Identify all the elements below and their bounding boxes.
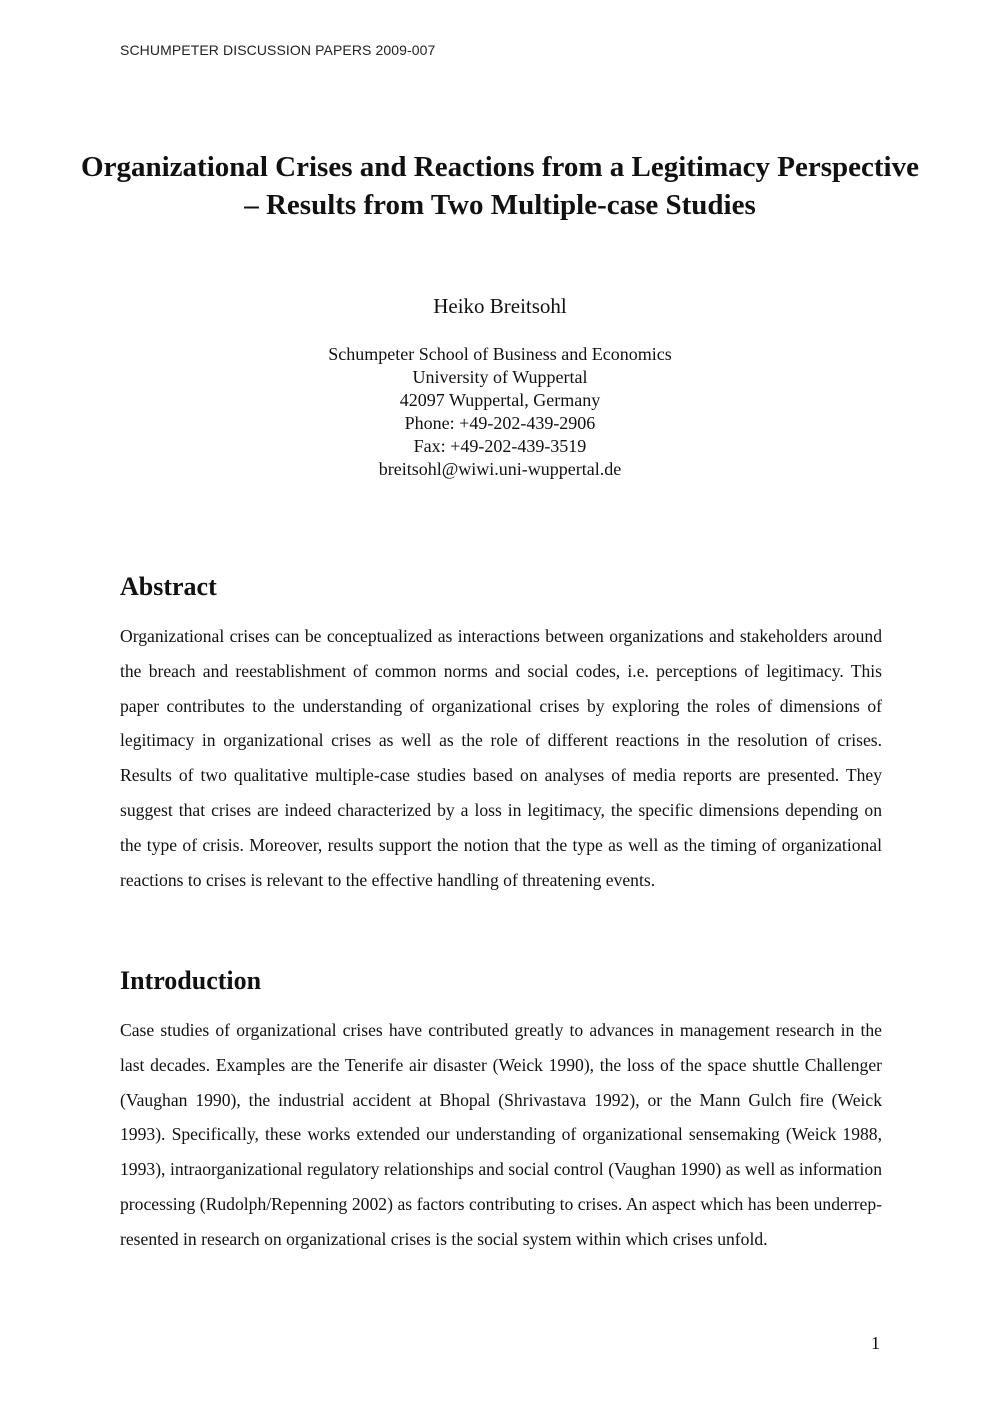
introduction-text: Case studies of organizational crises have contributed greatly to advances in management research in the last decades. Examples are the Tenerife air disaster (Weick 1990), the loss of the space shuttle Challenger (Vaughan 1990), the industrial accident at Bhopal (Shrivastava 1992), or the Mann Gulch fire (Weick 1993). Specifically, these works extended our understanding of organizational sensemaking (Weick 1988, 1993), intraorganizational regulatory relationships and social control (Vaughan 1990) as well as information processing (Rudolph/Repenning 2002) as factors contributing to crises. An aspect which has been underrepresented in research on organizational crises is the social system within which crises unfold. [120, 1020, 882, 1249]
abstract-text: Organizational crises can be conceptualized as interactions between organizations and stakeholders around the breach and reestablishment of common norms and social codes, i.e. perceptions of legitimacy. This paper contributes to the understanding of organizational crises by exploring the roles of dimensions of legitimacy in organizational crises as well as the role of different reactions in the resolution of crises. Results of two qualitative multiple-case studies based on analyses of media reports are presented. They suggest that crises are indeed characterized by a loss in legitimacy, the specific dimensions depending on the type of crisis. Moreover, results support the notion that the type as well as the timing of organizational reactions to crises is relevant to the effective handling of threatening events. [120, 626, 882, 890]
abstract-heading: Abstract [120, 572, 217, 601]
paper-title: Organizational Crises and Reactions from a Legitimacy Perspective – Results from Two Multiple-case Studies [81, 151, 919, 221]
running-header: SCHUMPETER DISCUSSION PAPERS 2009-007 [120, 42, 436, 58]
affiliation-email: breitsohl@wiwi.uni-wuppertal.de [378, 459, 622, 479]
affiliation-school: Schumpeter School of Business and Economics [328, 344, 672, 364]
introduction-heading: Introduction [120, 966, 262, 995]
affiliation-university: University of Wuppertal [412, 367, 588, 387]
affiliation-fax: Fax: +49-202-439-3519 [413, 436, 587, 456]
page-number: 1 [871, 1333, 880, 1353]
author-name: Heiko Breitsohl [433, 294, 567, 318]
affiliation-address: 42097 Wuppertal, Germany [399, 390, 601, 410]
affiliation-block [0, 343, 1000, 481]
affiliation-phone: Phone: +49-202-439-2906 [404, 413, 596, 433]
